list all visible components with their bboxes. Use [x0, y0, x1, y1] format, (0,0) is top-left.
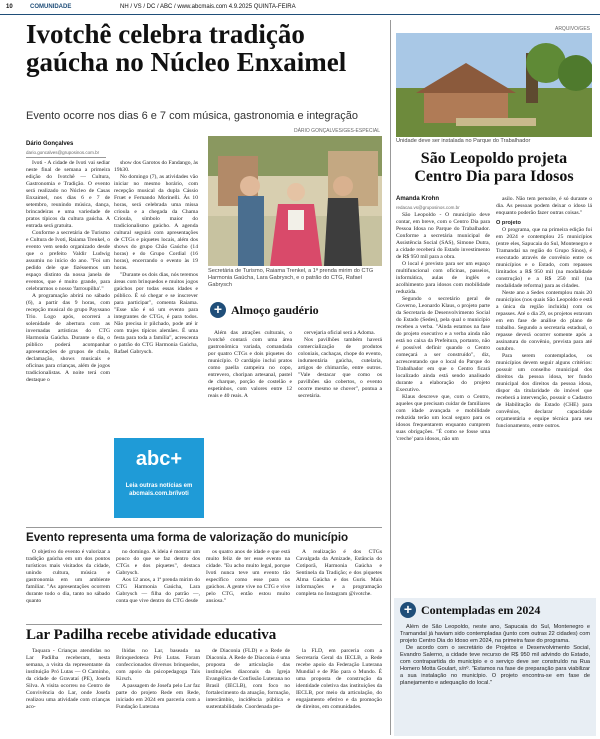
- header-rule: [0, 14, 600, 15]
- leopoldo-headline-line-2: Centro Dia para Idosos: [414, 168, 574, 185]
- leopoldo-photo-credit: ARQUIVO/GES: [554, 26, 590, 32]
- paragraph: show dos Garotos do Fandango, às 19h30.: [114, 160, 198, 173]
- event-photo: [208, 136, 382, 266]
- leopoldo-headline: [396, 150, 592, 186]
- park-photo-image: [396, 33, 592, 137]
- paragraph: São Leopoldo - O município deve contar, em breve, com o Centro Dia para Pessoa Idosa no Parque do Trabalhador. Conforme a secretária municipal de Assistência Social (SAS), Simone Dutra, a cidade receberá do Estado investimento de R$ 950 mil para a obra.: [396, 212, 490, 260]
- page-header: [0, 0, 600, 14]
- padilha-column-4: [296, 648, 382, 738]
- paragraph: A realização é dos CTGs Cavalgada da Amizade, Estância do Cotiporã, Harmonia Gaúcha e Sentinela da Tradição; e dos piquetes Alma Gaúcha e dos Guris. Mais informações e a programação completa no Instagram @ivotche.: [296, 549, 382, 597]
- main-column-3: [208, 330, 292, 520]
- plus-icon: +: [400, 602, 416, 618]
- padilha-title: Lar Padilha recebe atividade educativa: [26, 627, 277, 643]
- headline-line-1: Ivotchê celebra tradição: [26, 19, 305, 49]
- paragraph: la FLD, em parceria com a Secretaria Geral da IECLB, a Rede recebe apoio da Federação Luterana Mundial e de Pão para o Mundo. É uma proposta de construção da identidade coletiva das instituições da IECLB, por meio da articulação, do engajamento efetivo e da promoção de direitos, em comunidades.: [296, 648, 382, 710]
- main-column-1: [26, 160, 110, 518]
- leopoldo-headline-line-1: São Leopoldo projeta: [420, 150, 568, 167]
- divider: [26, 527, 382, 528]
- event-column-1: [26, 549, 110, 619]
- leopoldo-author: Amanda Krohn: [396, 196, 440, 202]
- paragraph: os quatro anos de idade e que está muito feliz de ter esse evento na cidade. "Eu acho muito legal, porque Ivoti nunca teve um evento tão específico como esse para os gaúchos. A gente vive no CTG e vive pelo CTG, então estou muito ansiosa.": [206, 549, 290, 604]
- photo-credit: DÁRIO GONÇALVES/GES-ESPECIAL: [293, 128, 380, 134]
- paragraph: A programação abrirá no sábado (6), a partir das 9 horas, com recepção musical do grupo Payssano Trio. Logo após, ocorrerá a solenidade de abertura com as invernadas artísticas do CTG Harmonia Gaúcha. Durante o dia, o público poderá acompanhar apresentações de grupos de chula, declamação, shows musicais e oficinas para crianças, além de jogos tradicionalistas. A noite terá com destaque o: [26, 293, 110, 383]
- section-title-contempladas: Contempladas em 2024: [421, 603, 541, 617]
- paragraph: Ivoti - A cidade de Ivoti vai sediar neste final de semana a primeira edição do Ivotchê — Cultura, Gastronomia e Tradição. O evento será realizado no Núcleo de Casas Enxaimel, nos dias 6 e 7 de setembro, reunindo música, dança, brincadeiras e uma variedade de pratos típicos da cultura gaúcha. A entrada será gratuita.: [26, 160, 110, 229]
- event-column-4: [296, 549, 382, 619]
- event-column-3: [206, 549, 290, 619]
- photo-caption: Secretária de Turismo, Raiama Trenkel, a 1ª prenda mirim do CTG Harmonia Gaúcha, Lara Gabrysch, e o patrão do CTG, Rafael Gabrysch: [208, 268, 374, 288]
- paragraph: Além das atrações culturais, o Ivotchê contará com uma área gastronômica variada, comandada por quatro CTGs e dois piquetes do município. O cardápio inclui pratos como paella campeira no copo, entrevero, choripan artesanal, pastel de charque, porção de costelão e espetinhos, com valores entre 12 reais e 40 reais. A: [208, 330, 292, 399]
- subtitle: Evento ocorre nos dias 6 e 7 com música, gastronomia e integração: [26, 110, 359, 122]
- column-divider: [390, 20, 391, 735]
- event-column-2: [116, 549, 200, 619]
- event-photo-image: [208, 136, 382, 266]
- paragraph: lhidas no Lar, baseada na Brinquedoteca Pró Lutas. Foram confeccionados diversos brinquedos, com apoio da psicopedagoga Tais Kirsch.: [116, 648, 200, 682]
- headline-line-2: gaúcha no Núcleo Enxaimel: [26, 47, 347, 77]
- paragraph: no domingo. A ideia é mostrar um pouco do que se faz dentro dos CTGs e dos piquetes", destaca Gabrysch.: [116, 549, 200, 576]
- leopoldo-column-1: [396, 212, 490, 597]
- main-column-4: [298, 330, 382, 520]
- padilha-column-1: [26, 648, 110, 738]
- padilha-column-2: [116, 648, 200, 738]
- leopoldo-photo: [396, 33, 592, 137]
- section-title-almoco: Almoço gaudério: [231, 303, 319, 317]
- paragraph: A passagem de Josefa pelo Lar faz parte do projeto Rede em Rede, iniciado em 2024 em parceria com a Fundação Luterana: [116, 683, 200, 710]
- paragraph: Segundo o secretário geral de Governo, Leonardo Klaus, o projeto parte da Secretaria de Desenvolvimento Social do Estado (Sedes), pela qual o município recebeu a verba. "Ainda estamos na fase do projeto executivo e a verba ainda não está no caixa da Prefeitura, portanto, não é possível definir quando o Centro começará a ser construído", diz, acrescentando que o local do Parque do Trabalhador em que o Centro ficará localizado ainda está sendo analisado durante a elaboração do projeto Executivo.: [396, 296, 490, 393]
- divider: [26, 624, 382, 625]
- paragraph: Taquara - Crianças atendidas no Lar Padilha receberam, nesta semana, a visita da representante da instituição Pró Lutas — O Caminho, da cidade de Gravataí (PE), Josefa Silva. A visita ocorreu no Centro de Convivência do Lar, onde Josefa realizou uma atividade com crianças aco-: [26, 648, 110, 710]
- main-column-2: [114, 160, 198, 435]
- abc-badge[interactable]: [114, 438, 204, 518]
- headline: [26, 20, 346, 76]
- paragraph: Aos 12 anos, a 1ª prenda mirim do CTG Harmonia Gaúcha, Lara Gabrysch — filha do patrão —, conta que vive dentro do CTG desde: [116, 577, 200, 604]
- plus-icon: +: [210, 302, 226, 318]
- padilha-column-3: [206, 648, 290, 738]
- paragraph: Além de São Leopoldo, neste ano, Sapucaia do Sul, Montenegro e Tramandaí já haviam sido contempladas (junto com outras 22 cidades) com projeto Centro Dia do Idoso em 2024, na primeira fase do programa.: [400, 624, 590, 644]
- paragraph: No domingo (7), as atividades vão iniciar no mesmo horário, com recepção musical da dupla Cássio Fruet e Fernando Morinelli. Às 10 horas, será celebrada uma missa crioula e a chegada da Chama Crioula, símbolo maior do tradicionalismo gaúcho. A agenda cultural seguirá com apresentações de CTGs e piquetes locais, além dos shows do grupo Chão Gaúcho (14 horas) e do Grupo Cordial (16 horas), encerrando o evento às 19 horas.: [114, 174, 198, 271]
- paragraph: asilo. Não tem pernoite, é só durante o dia. As pessoas podem deixar o idoso lá enquanto poderão fazer outras coisas.": [496, 196, 592, 216]
- badge-text: Leia outras notícias em abcmais.com.br/ivoti: [125, 483, 193, 497]
- paragraph: O programa, que na primeira edição foi em 2024 e contemplou 25 municípios (entre eles, Sapucaia do Sul, Montenegro e Tramandaí na região do Grupo Sinos), é executado através de convênio entre os municípios e o Estado, com repasses limitados a R$ 950 mil (na modalidade construção) e a R$ 250 mil (na modalidade reforma) para as cidades.: [496, 227, 592, 289]
- page-number: 10: [6, 4, 13, 10]
- paragraph: "Durante os dois dias, nós teremos áreas com brinquedos e muitos jogos gaúchos por todas essas idades e público. É só chegar e se inscrever para participar", comenta Raiama. "Esse não é só um evento para integrantes de CTGs, é para todos. Não precisa ir pilchado, pode até ir com trajes típicos alemães. É uma festa para toda a família", acrescenta o patrão do CTG Harmonia Gaúcha, Rafael Gabrysch.: [114, 272, 198, 355]
- leopoldo-email: redacao.vs@gruposinos.com.br: [396, 205, 460, 210]
- subheading-o-projeto: O projeto: [496, 220, 521, 226]
- byline-email: dario.goncalves@gruposinos.com.br: [26, 150, 100, 155]
- paragraph: Conforme a secretária de Turismo e Cultura de Ivoti, Raiama Trenkel, o evento vem sendo organizado desde que o prefeito Valdir Ludwig assumiu no início do ano. "Foi um pedido dele que fizéssemos um espaço distinto da nossa janela de eventos, que é muito grande, para celebrarmos o nosso 'farroupilha'.": [26, 230, 110, 292]
- paragraph: Neste ano a Sedes contemplou mais 20 municípios (nos quais São Leopoldo e está a única da região incluída) com os repasses. Até o dia 29, os projetos estavam em em fase de análise do plano de trabalho. Segundo a secretaria estadual, o repasse deverá ocorrer somente após a assinatura do convênio, prevista para até outubro.: [496, 290, 592, 352]
- paragraph: De acordo com o secretário de Projetos e Desenvolvimento Social, Evandro Salerno, a cidade teve recurso de R$ 950 mil advindo do Estado, com contrapartida do município e o serviço deve ser construído na Rua Homero Motta Goulart, s/nº. "Estamos na fase de preparação para viabilizar a sua instalação no município. O projeto encontra-se em fase de planejamento e adequação do local.": [400, 645, 590, 686]
- byline-author: Dário Gonçalves: [26, 141, 74, 147]
- paragraph: O objetivo do evento é valorizar a tradição gaúcha em um dos pontos turísticos mais visitados da cidade, unindo cultura, música e gastronomia em um ambiente familiar. "As apresentações ocorrem durante todo o dia, tanto no sábado quanto: [26, 549, 110, 604]
- paragraph: cervejaria oficial será a Adoma.: [304, 330, 375, 336]
- byline-rule: [26, 157, 106, 158]
- leopoldo-photo-caption: Unidade deve ser instalada no Parque do Trabalhador: [396, 138, 531, 144]
- abc-logo: abc+: [135, 448, 183, 470]
- contempladas-text: [400, 624, 590, 687]
- event-title: Evento representa uma forma de valorização do município: [26, 531, 349, 544]
- paragraph: O local é previsto para ser um espaço multifuncional com oficinas, passeios, informática, aulas de inglês e acolhimento para idosos com mobilidade reduzida.: [396, 261, 490, 295]
- edition-line: NH / VS / DC / ABC / www.abcmais.com 4.9.2025 QUINTA-FEIRA: [120, 4, 296, 10]
- leopoldo-column-2: [496, 196, 592, 596]
- paragraph: Klaus descreve que, com o Centro, aqueles que precisam cuidar de familiares com idade avançada e mobilidade reduzida terão um local seguro para os idosos frequentarem enquanto cumprem suas obrigações. "É como se fosse uma 'creche' para idosos, não um: [396, 394, 490, 442]
- paragraph: Nos pavilhões também haverá comercialização de produtos coloniais, cachaças, chope do evento, indumentária gaúcha, cutelaria, artigos de chimarrão, entre outros. "Vale destacar que como os pavilhões são cobertos, o evento ocorre mesmo se chover", pontua a secretária.: [298, 337, 382, 399]
- section-name: COMUNIDADE: [30, 4, 72, 10]
- paragraph: Para serem contemplados, os municípios devem seguir alguns critérios: possuir um conselho municipal dos direitos da pessoa idosa, ter fundo municipal dos direitos da pessoa idosa, dispor da titularidade do imóvel que receberá a intervenção, possuir o Cadastro de Habilitação do Estado (CHE) para convênios, declarar capacidade orçamentária e equipe técnica para seu funcionamento, entre outros.: [496, 353, 592, 429]
- paragraph: de Diaconia (FLD) e a Rede de Diaconia. A Rede de Diaconia é uma proposta de articulação das instituições diaconais da Igreja Evangélica de Confissão Luterana no Brasil (IECLB), com foco no fortalecimento da atuação, formação, intercâmbio, incidência pública e sustentabilidade. Coordenada pe-: [206, 648, 290, 710]
